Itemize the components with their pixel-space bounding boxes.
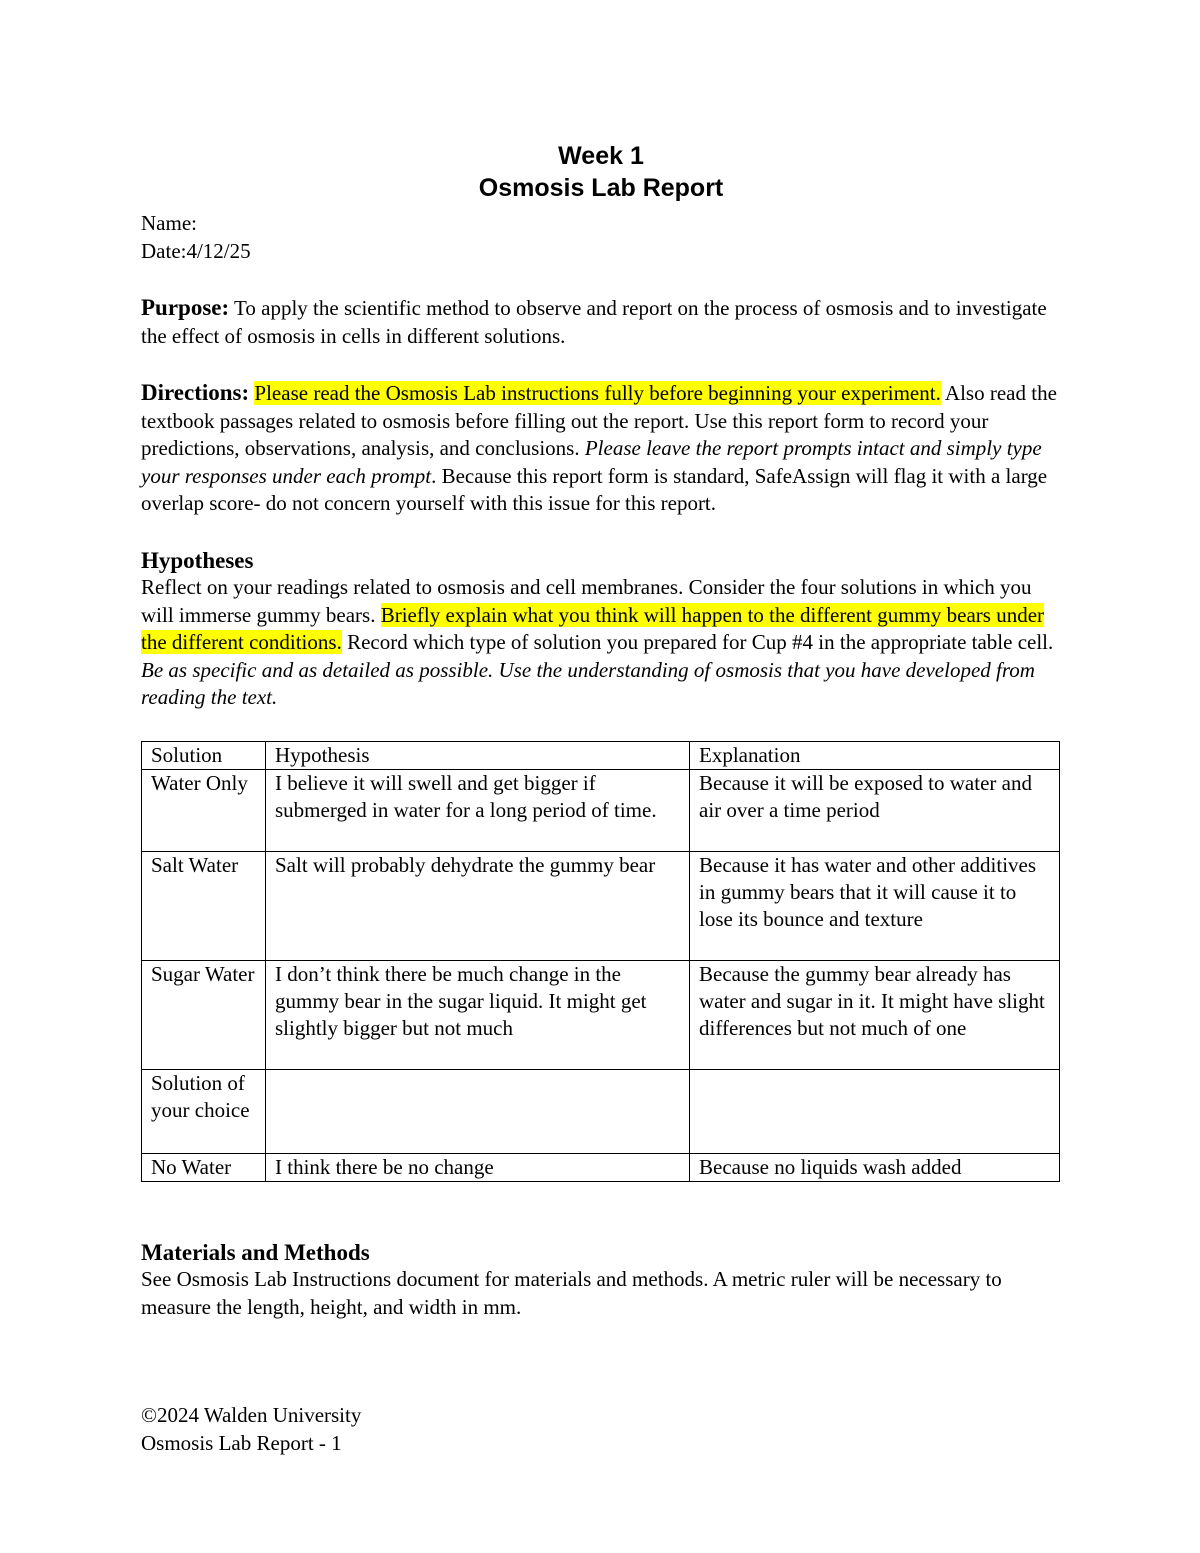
table-row xyxy=(142,851,1060,960)
header-hypothesis: Hypothesis xyxy=(266,741,690,769)
cell-explanation[interactable]: Because it has water and other additives in gummy bears that it will cause it to lose its bounce and texture xyxy=(690,851,1060,960)
cell-explanation[interactable]: Because it will be exposed to water and air over a time period xyxy=(690,769,1060,851)
purpose-heading: Purpose: xyxy=(141,295,230,320)
hypotheses-text-1: Reflect on your readings related to osmosis and cell membranes. Consider the four solutions in which you will immerse gummy bears. xyxy=(141,575,1032,627)
student-info xyxy=(141,210,1061,265)
date-label: Date:4/12/25 xyxy=(141,238,251,263)
hypotheses-paragraph xyxy=(141,574,1061,712)
hypotheses-heading: Hypotheses xyxy=(141,547,254,573)
materials-section xyxy=(141,1239,1061,1322)
cell-solution[interactable]: Sugar Water xyxy=(142,960,266,1069)
name-label: Name: xyxy=(141,211,197,235)
directions-italic: Please leave the report prompts intact and simply type your responses under each prompt xyxy=(141,436,1042,488)
cell-explanation[interactable]: Because no liquids wash added xyxy=(690,1153,1060,1181)
materials-heading: Materials and Methods xyxy=(141,1239,370,1265)
hypotheses-italic: Be as specific and as detailed as possible. Use the understanding of osmosis that you have developed from reading the text. xyxy=(141,657,1035,709)
cell-solution[interactable]: Salt Water xyxy=(142,851,266,960)
directions-paragraph xyxy=(141,379,1061,518)
cell-solution[interactable]: Solution of your choice xyxy=(142,1069,266,1153)
cell-solution[interactable]: Water Only xyxy=(142,769,266,851)
cell-hypothesis[interactable]: I think there be no change xyxy=(266,1153,690,1181)
cell-hypothesis[interactable]: I believe it will swell and get bigger if submerged in water for a long period of time. xyxy=(266,769,690,851)
hypotheses-text-2: Record which type of solution you prepared for Cup #4 in the appropriate table cell. xyxy=(341,630,1054,654)
page-footer xyxy=(141,1402,361,1457)
materials-text: See Osmosis Lab Instructions document for materials and methods. A metric ruler will be necessary to measure the length, height, and width in mm. xyxy=(141,1267,1002,1319)
table-row xyxy=(142,960,1060,1069)
hypotheses-highlight: Briefly explain what you think will happen to the different gummy bears under the different conditions. xyxy=(141,602,1045,654)
cell-solution[interactable]: No Water xyxy=(142,1153,266,1181)
title-report: Osmosis Lab Report xyxy=(478,174,724,202)
cell-explanation[interactable] xyxy=(690,1069,1060,1153)
table-row xyxy=(142,1069,1060,1153)
directions-highlight: Please read the Osmosis Lab instructions fully before beginning your experiment. xyxy=(254,381,941,405)
table-row xyxy=(142,1153,1060,1181)
cell-explanation[interactable]: Because the gummy bear already has water and sugar in it. It might have slight differences but not much of one xyxy=(690,960,1060,1069)
header-solution: Solution xyxy=(142,741,266,769)
directions-text-1: Also read the textbook passages related to osmosis before filling out the report. Use this report form to record your predictions, observations, analysis, and conclusions. xyxy=(141,381,1057,460)
title-week: Week 1 xyxy=(558,142,644,170)
footer-page-label: Osmosis Lab Report - 1 xyxy=(141,1430,342,1455)
directions-text-2: . Because this report form is standard, SafeAssign will flag it with a large overlap score- do not concern yourself with this issue for this report. xyxy=(141,463,1048,515)
purpose-text: To apply the scientific method to observe and report on the process of osmosis and to investigate the effect of osmosis in cells in different solutions. xyxy=(141,296,1047,348)
table-row xyxy=(142,769,1060,851)
footer-copyright: ©2024 Walden University xyxy=(141,1403,362,1427)
directions-heading: Directions: xyxy=(141,380,250,405)
cell-hypothesis[interactable] xyxy=(266,1069,690,1153)
purpose-paragraph xyxy=(141,294,1061,350)
hypothesis-table xyxy=(141,741,1060,1182)
document-body xyxy=(141,140,1061,1321)
header-explanation: Explanation xyxy=(690,741,1060,769)
table-header-row xyxy=(142,741,1060,769)
hypotheses-section xyxy=(141,547,1061,712)
document-title xyxy=(141,140,1061,204)
cell-hypothesis[interactable]: Salt will probably dehydrate the gummy bear xyxy=(266,851,690,960)
cell-hypothesis[interactable]: I don’t think there be much change in the gummy bear in the sugar liquid. It might get slightly bigger but not much xyxy=(266,960,690,1069)
